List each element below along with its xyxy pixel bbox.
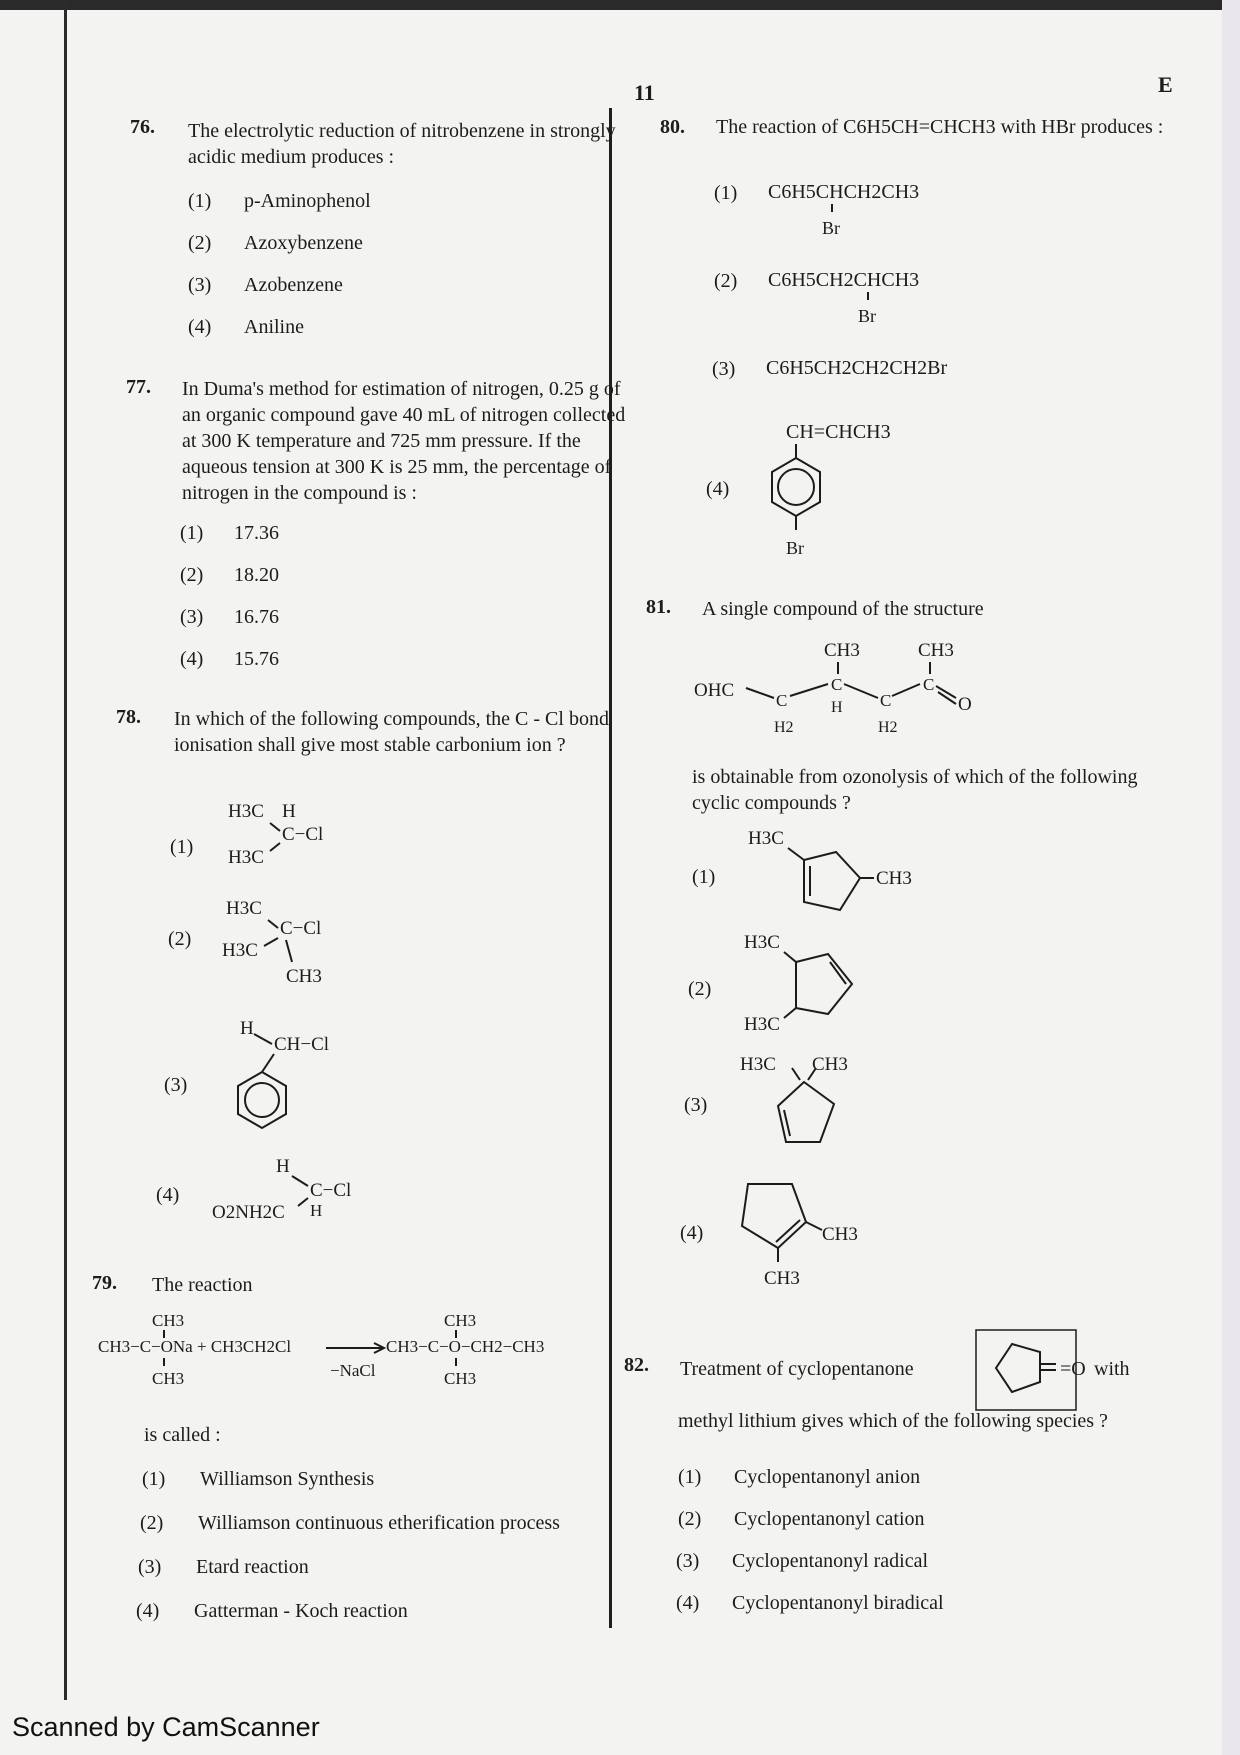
question-number: 79. <box>92 1272 117 1294</box>
option-number: (2) <box>180 564 204 586</box>
svg-text:H: H <box>310 1201 323 1220</box>
svg-text:Br: Br <box>786 538 804 558</box>
option-number: (3) <box>138 1556 162 1578</box>
svg-text:CH3: CH3 <box>286 966 322 987</box>
option-number: (3) <box>164 1074 188 1096</box>
svg-text:CH3: CH3 <box>764 1268 800 1289</box>
structure-1-bromo-propylbenzene[interactable] <box>768 174 1008 244</box>
option-text[interactable]: Cyclopentanonyl cation <box>734 1508 925 1530</box>
option-number: (3) <box>188 274 212 296</box>
question-number: 77. <box>126 376 151 398</box>
option-number: (3) <box>712 358 736 380</box>
scanner-watermark: Scanned by CamScanner <box>12 1712 320 1742</box>
option-text[interactable]: Cyclopentanonyl anion <box>734 1466 921 1488</box>
structure-keto-aldehyde <box>694 632 1004 752</box>
option-text[interactable]: Aniline <box>244 316 304 338</box>
svg-text:C−Cl: C−Cl <box>280 918 322 939</box>
svg-text:CH−Cl: CH−Cl <box>274 1034 330 1055</box>
svg-text:CH3: CH3 <box>824 640 860 661</box>
structure-isopropyl-chloride[interactable] <box>220 795 360 875</box>
carbonyl-oxygen-label: =O <box>1060 1358 1086 1380</box>
option-number: (2) <box>140 1512 164 1534</box>
option-text[interactable]: Williamson continuous etherification process <box>198 1512 560 1534</box>
question-number: 76. <box>130 116 155 138</box>
question-text: In which of the following compounds, the C - Cl bond ionisation shall give most stable carbonium ion ? <box>174 708 609 756</box>
structure-3-bromo-propylbenzene[interactable] <box>766 350 1026 386</box>
option-number: (4) <box>136 1600 160 1622</box>
svg-text:H3C: H3C <box>744 932 780 953</box>
option-text[interactable]: Azoxybenzene <box>244 232 363 254</box>
svg-text:H3C: H3C <box>744 1014 780 1035</box>
option-number: (1) <box>180 522 204 544</box>
question-text: Treatment of cyclopentanone <box>680 1358 914 1380</box>
option-number: (4) <box>706 478 730 500</box>
option-text[interactable]: 15.76 <box>234 648 279 670</box>
question-text-continued: is obtainable from ozonolysis of which of the following cyclic compounds ? <box>692 766 1138 814</box>
question-text-with: with <box>1094 1358 1130 1380</box>
option-number: (2) <box>688 978 712 1000</box>
structure-para-bromo-propenylbenzene[interactable] <box>760 412 960 562</box>
svg-text:H3C: H3C <box>222 940 258 961</box>
option-text[interactable]: 18.20 <box>234 564 279 586</box>
option-number: (2) <box>188 232 212 254</box>
question-number: 81. <box>646 596 671 618</box>
svg-text:CH3: CH3 <box>444 1369 477 1388</box>
option-text[interactable]: Gatterman - Koch reaction <box>194 1600 408 1622</box>
option-number: (1) <box>170 836 194 858</box>
option-number: (4) <box>676 1592 700 1614</box>
svg-text:C6H5CH2CH2CH2Br: C6H5CH2CH2CH2Br <box>766 357 948 379</box>
svg-text:CH3: CH3 <box>444 1311 477 1330</box>
svg-text:H: H <box>240 1018 254 1039</box>
svg-text:C−Cl: C−Cl <box>282 824 324 845</box>
svg-text:H3C: H3C <box>740 1054 776 1075</box>
option-text[interactable]: 16.76 <box>234 606 279 628</box>
option-text[interactable]: Cyclopentanonyl radical <box>732 1550 929 1572</box>
svg-text:H: H <box>282 801 296 822</box>
option-number: (1) <box>188 190 212 212</box>
svg-text:H: H <box>831 699 843 716</box>
option-text[interactable]: Etard reaction <box>196 1556 309 1578</box>
option-number: (1) <box>714 182 738 204</box>
option-number: (4) <box>680 1222 704 1244</box>
column-divider <box>609 108 612 1628</box>
option-number: (3) <box>684 1094 708 1116</box>
option-text[interactable]: 17.36 <box>234 522 279 544</box>
structure-cyclopentene-option-2[interactable] <box>740 926 900 1046</box>
svg-text:C6H5CH2CHCH3: C6H5CH2CHCH3 <box>768 269 920 291</box>
option-text[interactable]: Cyclopentanonyl biradical <box>732 1592 944 1614</box>
svg-text:H2: H2 <box>774 719 794 736</box>
svg-text:OHC: OHC <box>694 680 735 701</box>
structure-benzyl-chloride[interactable] <box>212 1010 372 1130</box>
svg-text:CH3: CH3 <box>152 1311 185 1330</box>
svg-text:C: C <box>880 691 892 710</box>
set-code: E <box>1158 72 1173 97</box>
option-text[interactable]: Williamson Synthesis <box>200 1468 375 1490</box>
svg-text:O2NH2C: O2NH2C <box>212 1202 285 1223</box>
question-text: The reaction of C6H5CH=CHCH3 with HBr produces : <box>716 116 1164 138</box>
question-text: The reaction <box>152 1274 253 1296</box>
svg-text:Br: Br <box>858 306 876 326</box>
option-number: (4) <box>188 316 212 338</box>
svg-text:H: H <box>276 1156 290 1177</box>
svg-text:CH3−C−ONa + CH3CH2Cl: CH3−C−ONa + CH3CH2Cl <box>98 1337 292 1356</box>
page-top-border <box>0 0 1240 10</box>
svg-text:−NaCl: −NaCl <box>330 1361 376 1380</box>
option-number: (2) <box>168 928 192 950</box>
svg-text:CH3: CH3 <box>918 640 954 661</box>
svg-text:CH=CHCH3: CH=CHCH3 <box>786 421 891 443</box>
question-number: 82. <box>624 1354 649 1376</box>
svg-text:CH3: CH3 <box>152 1369 185 1388</box>
svg-text:H3C: H3C <box>228 847 264 868</box>
option-number: (2) <box>714 270 738 292</box>
svg-text:C: C <box>776 691 788 710</box>
option-number: (1) <box>142 1468 166 1490</box>
structure-cyclopentene-option-4[interactable] <box>734 1166 914 1296</box>
option-text[interactable]: p-Aminophenol <box>244 190 371 212</box>
question-text-continued: methyl lithium gives which of the following species ? <box>678 1410 1108 1432</box>
svg-text:H3C: H3C <box>228 801 264 822</box>
svg-text:C: C <box>923 675 935 694</box>
structure-cyclopentene-option-1[interactable] <box>744 822 944 922</box>
svg-text:CH3: CH3 <box>822 1224 858 1245</box>
option-number: (3) <box>180 606 204 628</box>
svg-text:C6H5CHCH2CH3: C6H5CHCH2CH3 <box>768 181 920 203</box>
option-number: (4) <box>156 1184 180 1206</box>
svg-text:H3C: H3C <box>226 898 262 919</box>
structure-cyclopentene-option-3[interactable] <box>736 1046 916 1166</box>
svg-text:H3C: H3C <box>748 828 784 849</box>
option-number: (3) <box>676 1550 700 1572</box>
question-text: The electrolytic reduction of nitrobenzene in strongly acidic medium produces : <box>188 120 616 168</box>
question-text: In Duma's method for estimation of nitrogen, 0.25 g of an organic compound gave 40 mL of nitrogen collected at 300 K temperature and 725 mm pressure. If the aqueous tension at 300 K is 25 mm, the percentage of nitrogen in the compound is : <box>182 378 626 504</box>
structure-tert-butyl-chloride[interactable] <box>220 890 360 990</box>
structure-2-bromo-propylbenzene[interactable] <box>768 262 1008 332</box>
svg-text:H2: H2 <box>878 719 898 736</box>
option-number: (4) <box>180 648 204 670</box>
option-number: (2) <box>678 1508 702 1530</box>
structure-nitro-chloride[interactable] <box>210 1150 380 1230</box>
svg-text:CH3−C−O−CH2−CH3: CH3−C−O−CH2−CH3 <box>386 1337 545 1356</box>
svg-text:CH3: CH3 <box>876 868 912 889</box>
option-text[interactable]: Azobenzene <box>244 274 343 296</box>
williamson-reaction-equation <box>98 1308 598 1398</box>
question-text-continued: is called : <box>144 1424 221 1446</box>
scan-right-edge <box>1222 0 1240 1755</box>
svg-text:CH3: CH3 <box>812 1054 848 1075</box>
left-margin-rule <box>64 0 67 1700</box>
svg-text:C: C <box>831 675 843 694</box>
page-number: 11 <box>634 80 655 105</box>
svg-text:C−Cl: C−Cl <box>310 1180 352 1201</box>
question-text: A single compound of the structure <box>702 598 984 620</box>
svg-text:O: O <box>958 694 972 715</box>
option-number: (1) <box>692 866 716 888</box>
question-number: 80. <box>660 116 685 138</box>
question-number: 78. <box>116 706 141 728</box>
svg-text:Br: Br <box>822 218 840 238</box>
option-number: (1) <box>678 1466 702 1488</box>
